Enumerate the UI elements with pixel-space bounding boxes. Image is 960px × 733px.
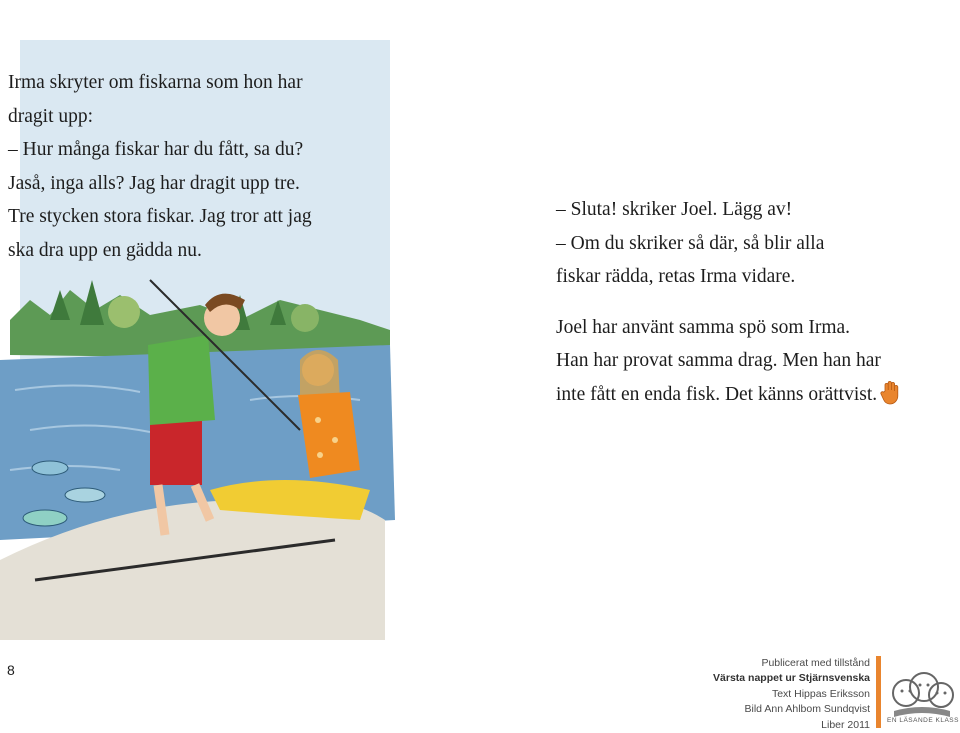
left-text-block — [8, 66, 388, 268]
text-line: Irma skryter om fiskarna som hon har — [8, 72, 303, 93]
credit-line: Liber 2011 — [821, 718, 870, 731]
dialogue-line: fiskar rädda, retas Irma vidare. — [556, 266, 796, 288]
narration-line: Joel har använt samma spö som Irma. — [556, 316, 851, 338]
credit-line: Bild Ann Ahlbom Sundqvist — [744, 703, 870, 716]
narration-line — [556, 378, 956, 412]
narration-line: Han har provat samma drag. Men han har — [556, 350, 881, 372]
credits-accent-bar — [876, 656, 881, 728]
text-line: Tre stycken stora fiskar. Jag tror att jag — [8, 206, 312, 228]
logo-text: EN LÄSANDE KLASS — [887, 717, 959, 724]
credit-line-title: Värsta nappet ur Stjärnsvenska — [713, 672, 870, 685]
right-text-block — [556, 193, 956, 412]
credit-line: Publicerat med tillstånd — [761, 657, 870, 669]
credit-line: Text Hippas Eriksson — [771, 687, 870, 700]
dialogue-line: – Sluta! skriker Joel. Lägg av! — [556, 199, 793, 220]
text-line: dragit upp: — [8, 105, 94, 127]
text-line: Jaså, inga alls? Jag har dragit upp tre. — [8, 172, 300, 194]
stop-hand-icon — [879, 380, 903, 406]
dialogue-line: – Om du skriker så där, så blir alla — [556, 232, 825, 254]
credits-block — [713, 656, 870, 733]
text-line: ska dra upp en gädda nu. — [8, 239, 202, 261]
page-number: 8 — [7, 662, 15, 678]
narration-text: inte fått en enda fisk. Det känns orättvist. — [556, 383, 878, 405]
text-line: – Hur många fiskar har du fått, sa du? — [8, 139, 304, 161]
paragraph-gap — [556, 294, 956, 311]
